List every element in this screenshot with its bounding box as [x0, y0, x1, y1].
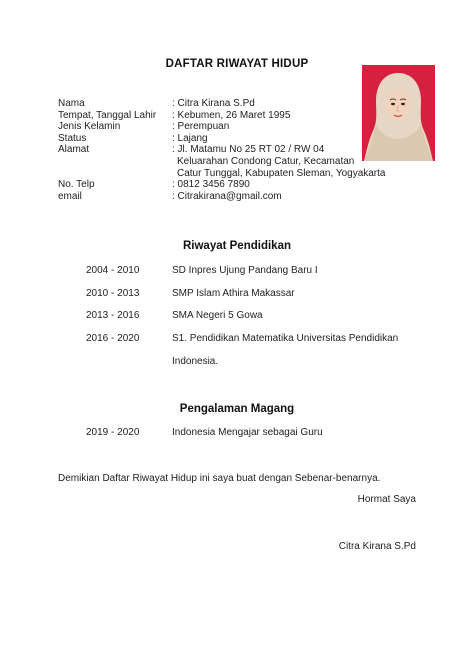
biodata-label: Nama	[58, 98, 85, 109]
education-school: SMP Islam Athira Makassar	[172, 288, 295, 299]
signature-name: Citra Kirana S.Pd	[338, 541, 416, 552]
education-row	[86, 333, 398, 344]
biodata-row-name	[58, 98, 358, 110]
biodata-value: : Kebumen, 26 Maret 1995	[172, 109, 291, 121]
education-row	[86, 310, 263, 321]
education-years: 2016 - 2020	[86, 333, 140, 344]
biodata-value: : 0812 3456 7890	[172, 179, 250, 191]
biodata-value: Keluarahan Condong Catur, Kecamatan	[177, 155, 355, 167]
biodata-label: email	[58, 190, 82, 202]
biodata-label: Status	[58, 132, 87, 144]
education-school: S1. Pendidikan Matematika Universitas Pendidikan	[172, 333, 399, 344]
biodata-label: Alamat	[58, 144, 90, 156]
internship-heading: Pengalaman Magang	[179, 403, 295, 415]
education-school: SMA Negeri 5 Gowa	[172, 310, 263, 321]
education-years: 2010 - 2013	[86, 288, 140, 299]
biodata-value: Catur Tunggal, Kabupaten Sleman, Yogyakarta	[177, 167, 386, 179]
biodata-label	[58, 168, 172, 180]
education-school: SD Inpres Ujung Pandang Baru I	[172, 265, 318, 276]
biodata-row-birth	[58, 110, 358, 122]
biodata-label: No. Telp	[58, 179, 95, 191]
biodata-value: : Citra Kirana S.Pd	[172, 98, 255, 109]
closing-statement: Demikian Daftar Riwayat Hidup ini saya buat dengan Sebenar-benarnya.	[58, 473, 381, 484]
education-years: 2004 - 2010	[86, 265, 140, 276]
profile-photo	[362, 65, 435, 161]
education-row	[86, 265, 318, 276]
internship-years: 2019 - 2020	[86, 427, 140, 438]
biodata-row-email	[58, 191, 358, 203]
education-school-continuation: Indonesia.	[172, 356, 219, 367]
biodata-label: Tempat, Tanggal Lahir	[58, 109, 157, 121]
biodata-row-address-line3	[58, 167, 386, 180]
biodata-value: : Lajang	[172, 132, 208, 144]
biodata-value: : Perempuan	[172, 121, 230, 133]
biodata-label	[58, 156, 172, 168]
biodata-section	[58, 98, 386, 202]
biodata-value: : Citrakirana@gmail.com	[172, 190, 282, 202]
biodata-row-address-line2	[58, 156, 358, 168]
profile-photo-illustration	[362, 65, 435, 161]
biodata-row-phone	[58, 179, 358, 191]
biodata-row-status	[58, 133, 358, 145]
education-row	[86, 288, 295, 299]
education-years: 2013 - 2016	[86, 310, 140, 321]
document-title: DAFTAR RIWAYAT HIDUP	[165, 58, 309, 70]
education-row-continuation	[86, 356, 218, 367]
biodata-row-address	[58, 144, 358, 156]
closing-regards: Hormat Saya	[357, 494, 416, 505]
biodata-label: Jenis Kelamin	[58, 121, 121, 133]
biodata-row-gender	[58, 121, 358, 133]
education-heading: Riwayat Pendidikan	[182, 240, 291, 252]
internship-row	[86, 427, 323, 438]
biodata-value: : Jl. Matamu No 25 RT 02 / RW 04	[172, 144, 325, 156]
internship-place: Indonesia Mengajar sebagai Guru	[172, 427, 323, 438]
